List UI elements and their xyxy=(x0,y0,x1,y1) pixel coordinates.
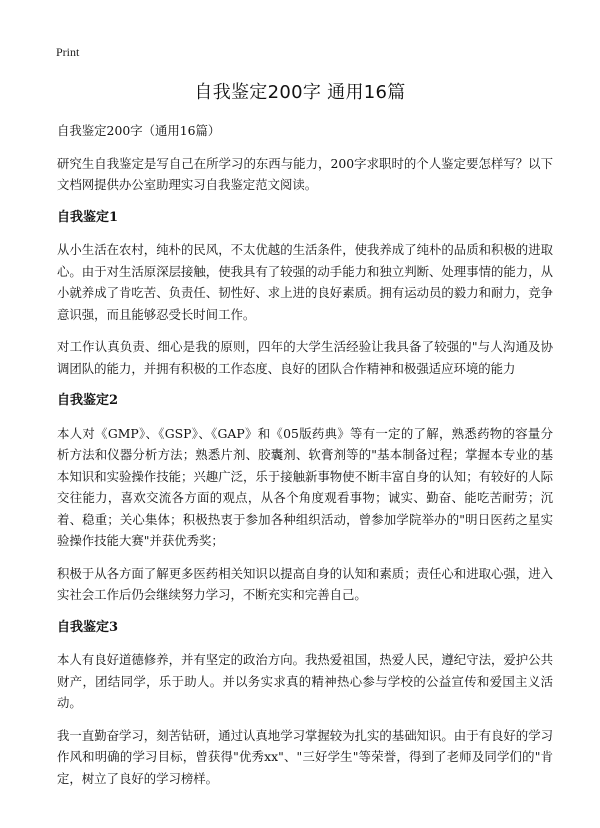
document-title: 自我鉴定200字 通用16篇 xyxy=(194,82,406,103)
section-paragraph: 我一直勤奋学习，刻苦钻研，通过认真地学习掌握较为扎实的基础知识。由于有良好的学习作风和明确的学习目标，曾获得"优秀xx"、"三好学生"等荣誉，得到了老师及同学们的"肯定，树立了良好的学习榜样。 xyxy=(57,727,553,786)
document-subtitle: 自我鉴定200字（通用16篇） xyxy=(57,123,221,138)
section-heading: 自我鉴定3 xyxy=(57,619,119,635)
document-body xyxy=(57,120,553,800)
section-heading: 自我鉴定1 xyxy=(57,209,119,225)
section-paragraph: 对工作认真负责、细心是我的原则，四年的大学生活经验让我具备了较强的"与人沟通及协调团队的能力，并拥有积极的工作态度、良好的团队合作精神和极强适应环境的能力 xyxy=(57,339,553,376)
section-2 xyxy=(57,390,553,606)
print-link[interactable]: Print xyxy=(56,45,80,59)
section-paragraph: 本人对《GMP》、《GSP》、《GAP》和《05版药典》等有一定的了解，熟悉药物的容量分析方法和仪器分析方法；熟悉片剂、胶囊剂、软膏剂等的"基本制备过程；掌握本专业的基本知识和实验操作技能；兴趣广泛，乐于接触新事物使不断丰富自身的认知；有较好的人际交往能力，喜欢交流各方面的观点，从各个角度观看事物；诚实、勤奋、能吃苦耐劳；沉着、稳重；关心集体；积极热衷于参加各种组织活动，曾参加学院举办的"明日医药之星实验操作技能大赛"并获优秀奖； xyxy=(57,425,553,548)
section-paragraph: 本人有良好道德修养，并有坚定的政治方向。我热爱祖国，热爱人民，遵纪守法，爱护公共财产，团结同学，乐于助人。并以务实求真的精神热心参与学校的公益宣传和爱国主义活动。 xyxy=(57,652,553,710)
section-paragraph: 积极于从各方面了解更多医药相关知识以提高自身的认知和素质；责任心和进取心强，进入实社会工作后仍会继续努力学习，不断充实和完善自己。 xyxy=(57,565,553,602)
intro-paragraph: 研究生自我鉴定是写自己在所学习的东西与能力，200字求职时的个人鉴定要怎样写？以下文档网提供办公室助理实习自我鉴定范文阅读。 xyxy=(57,155,553,192)
section-1 xyxy=(57,207,553,380)
section-heading: 自我鉴定2 xyxy=(57,393,119,408)
section-3 xyxy=(57,617,553,790)
section-paragraph: 从小生活在农村，纯朴的民风，不太优越的生活条件，使我养成了纯朴的品质和积极的进取心。由于对生活原深层接触，使我具有了较强的动手能力和独立判断、处理事情的能力，从小就养成了肯吃苦、负责任、韧性好、求上进的良好素质。拥有运动员的毅力和耐力，竞争意识强，而且能够忍受长时间工作。 xyxy=(57,242,553,322)
